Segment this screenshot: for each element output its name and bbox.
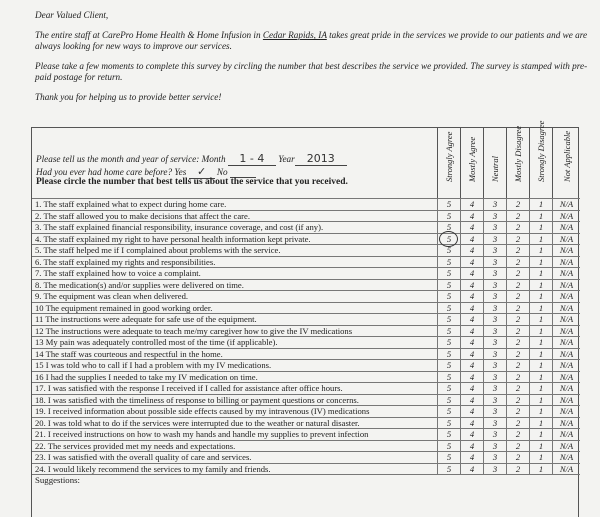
rating-option[interactable]: 5: [437, 280, 460, 292]
yes-checkmark[interactable]: ✓: [189, 165, 215, 179]
rating-option[interactable]: 4: [460, 234, 483, 246]
rating-option[interactable]: 2: [506, 199, 529, 211]
rating-option[interactable]: 4: [460, 441, 483, 453]
rating-option[interactable]: 2: [506, 337, 529, 349]
survey-item-row: [32, 325, 580, 337]
rating-option[interactable]: 1: [529, 429, 552, 441]
rating-option[interactable]: 2: [506, 303, 529, 315]
survey-item-row: [32, 394, 580, 406]
rating-option[interactable]: N/A: [552, 418, 580, 430]
rating-option[interactable]: N/A: [552, 349, 580, 361]
rating-option[interactable]: 2: [506, 372, 529, 384]
rating-option[interactable]: 5: [437, 337, 460, 349]
rating-option[interactable]: 2: [506, 383, 529, 395]
survey-item-row: [32, 256, 580, 268]
rating-option[interactable]: 2: [506, 464, 529, 476]
survey-item-row: [32, 221, 580, 233]
rating-option[interactable]: 1: [529, 383, 552, 395]
rating-option[interactable]: 5: [437, 257, 460, 269]
rating-option[interactable]: 3: [483, 360, 506, 372]
survey-item-row: [32, 313, 580, 325]
rating-option[interactable]: 5: [437, 406, 460, 418]
rating-option[interactable]: 5: [437, 222, 460, 234]
month-label: Month: [201, 154, 226, 164]
rating-option[interactable]: 1: [529, 337, 552, 349]
rating-option[interactable]: 5: [437, 360, 460, 372]
survey-item-text: 22. The services provided met my needs and expectations.: [35, 440, 236, 451]
rating-option[interactable]: N/A: [552, 383, 580, 395]
survey-item-row: [32, 267, 580, 279]
survey-item-text: 15 I was told who to call if I had a problem with my IV medications.: [35, 360, 272, 370]
rating-option[interactable]: 4: [460, 326, 483, 338]
rating-option[interactable]: 5: [437, 314, 460, 326]
rating-option[interactable]: 4: [460, 280, 483, 292]
rating-option[interactable]: 4: [460, 291, 483, 303]
column-header-label: Mostly Agree: [467, 136, 477, 182]
column-header-label: Neutral: [490, 156, 500, 182]
survey-item-text: 17. I was satisfied with the response I received if I called for assistance after office hours.: [35, 383, 343, 393]
rating-option[interactable]: N/A: [552, 199, 580, 211]
rating-option[interactable]: 2: [506, 257, 529, 269]
month-field[interactable]: 1 - 4: [228, 152, 276, 166]
rating-option[interactable]: 4: [460, 222, 483, 234]
rating-option[interactable]: 3: [483, 280, 506, 292]
month-year-line: [36, 152, 347, 166]
month-year-prompt: Please tell us the month and year of service:: [36, 154, 200, 164]
rating-option[interactable]: 5: [437, 464, 460, 476]
rating-option[interactable]: N/A: [552, 429, 580, 441]
rating-option[interactable]: 1: [529, 360, 552, 372]
survey-item-row: [32, 451, 580, 463]
rating-option[interactable]: 5: [437, 418, 460, 430]
survey-item-text: 10 The equipment remained in good working order.: [35, 302, 213, 313]
rating-option[interactable]: 1: [529, 452, 552, 464]
yes-label: Yes: [174, 167, 187, 177]
rating-option[interactable]: 3: [483, 418, 506, 430]
column-header-strongly-disagree: [529, 120, 552, 198]
survey-item-text: 3. The staff explained financial responsibility, insurance coverage, and cost (if any).: [35, 222, 324, 232]
rating-option[interactable]: 1: [529, 303, 552, 315]
survey-item-row: [32, 371, 580, 383]
rating-option[interactable]: N/A: [552, 280, 580, 292]
survey-item-row: [32, 359, 580, 371]
rating-option[interactable]: 4: [460, 464, 483, 476]
rating-option[interactable]: 2: [506, 314, 529, 326]
rating-option[interactable]: 3: [483, 234, 506, 246]
survey-item-row: [32, 244, 580, 256]
rating-option[interactable]: 2: [506, 234, 529, 246]
rating-option[interactable]: 4: [460, 349, 483, 361]
rating-option[interactable]: 5: [437, 372, 460, 384]
rating-option[interactable]: 5: [437, 303, 460, 315]
survey-item-row: [32, 348, 580, 360]
survey-item-row: [32, 279, 580, 291]
rating-option[interactable]: 2: [506, 268, 529, 280]
survey-item-text: 9. The equipment was clean when delivered.: [35, 291, 189, 301]
rating-option[interactable]: 4: [460, 211, 483, 223]
rating-option[interactable]: 3: [483, 406, 506, 418]
rating-option[interactable]: 3: [483, 268, 506, 280]
survey-item-row: [32, 440, 580, 452]
survey-item-row: [32, 382, 580, 394]
form-header: [32, 128, 437, 198]
rating-option[interactable]: 1: [529, 441, 552, 453]
rating-option[interactable]: N/A: [552, 452, 580, 464]
rating-option[interactable]: 2: [506, 360, 529, 372]
survey-item-text: 21. I received instructions on how to wash my hands and handle my supplies to prevent infection: [35, 429, 369, 439]
rating-option[interactable]: 3: [483, 222, 506, 234]
survey-item-text: 8. The medication(s) and/or supplies were delivered on time.: [35, 279, 244, 290]
rating-option[interactable]: N/A: [552, 222, 580, 234]
survey-item-text: 20. I was told what to do if the services were interrupted due to the weather or natural disaster.: [35, 417, 360, 428]
rating-option[interactable]: 3: [483, 452, 506, 464]
survey-item-text: 5. The staff helped me if I complained about problems with the service.: [35, 245, 281, 255]
rating-option[interactable]: N/A: [552, 211, 580, 223]
survey-item-row: [32, 336, 580, 348]
survey-item-text: 23. I was satisfied with the overall quality of care and services.: [35, 452, 252, 462]
rating-option[interactable]: N/A: [552, 291, 580, 303]
rating-option[interactable]: 2: [506, 452, 529, 464]
greeting: Dear Valued Client,: [35, 10, 109, 20]
column-header-label: Mostly Disagree: [513, 125, 523, 182]
rating-option[interactable]: N/A: [552, 441, 580, 453]
rating-option[interactable]: 5: [437, 234, 460, 246]
rating-option[interactable]: N/A: [552, 372, 580, 384]
intro-paragraph: [35, 30, 590, 52]
rating-option[interactable]: 3: [483, 464, 506, 476]
circle-instruction: Please circle the number that best tells us about the service that you received.: [36, 177, 348, 187]
rating-option[interactable]: 4: [460, 395, 483, 407]
rating-option[interactable]: 4: [460, 337, 483, 349]
survey-item-text: 18. I was satisfied with the timeliness of response to billing or payment questions or concerns.: [35, 394, 359, 405]
column-header-mostly-disagree: [506, 125, 529, 198]
survey-item-text: 4. The staff explained my right to have personal health information kept private.: [35, 233, 311, 244]
rating-option[interactable]: N/A: [552, 406, 580, 418]
rating-option[interactable]: 2: [506, 280, 529, 292]
rating-option[interactable]: N/A: [552, 326, 580, 338]
rating-option[interactable]: 5: [437, 452, 460, 464]
rating-option[interactable]: 2: [506, 291, 529, 303]
rating-option[interactable]: 5: [437, 245, 460, 257]
rating-option[interactable]: 1: [529, 268, 552, 280]
rating-option[interactable]: 4: [460, 257, 483, 269]
intro-text-1: The entire staff at CarePro Home Health & Home Infusion in: [35, 30, 263, 40]
rating-option[interactable]: 3: [483, 291, 506, 303]
rating-option[interactable]: N/A: [552, 314, 580, 326]
rating-option[interactable]: 3: [483, 372, 506, 384]
rating-option[interactable]: 3: [483, 211, 506, 223]
survey-item-row: [32, 428, 580, 440]
rating-option[interactable]: 4: [460, 383, 483, 395]
rating-option[interactable]: 3: [483, 337, 506, 349]
rating-option[interactable]: 3: [483, 383, 506, 395]
survey-item-row: [32, 210, 580, 222]
suggestions-label: Suggestions:: [35, 475, 80, 485]
survey-item-text: 16 I had the supplies I needed to take my IV medication on time.: [35, 371, 258, 382]
survey-item-text: 7. The staff explained how to voice a complaint.: [35, 268, 201, 278]
rating-option[interactable]: 3: [483, 303, 506, 315]
rating-option[interactable]: 3: [483, 441, 506, 453]
survey-item-text: 13 My pain was adequately controlled most of the time (if applicable).: [35, 337, 278, 347]
rating-option[interactable]: N/A: [552, 245, 580, 257]
rating-option[interactable]: N/A: [552, 395, 580, 407]
survey-item-text: 2. The staff allowed you to make decisions that affect the care.: [35, 210, 251, 221]
column-header-label: Strongly Disagree: [536, 120, 546, 182]
survey-item-row: [32, 290, 580, 302]
survey-form: [31, 120, 579, 517]
rating-option[interactable]: 5: [437, 268, 460, 280]
column-header-strongly-agree: [437, 128, 460, 198]
cover-letter: [35, 10, 590, 112]
rating-option[interactable]: 3: [483, 429, 506, 441]
handwritten-circle-mark: [439, 231, 458, 247]
rating-option[interactable]: 3: [483, 245, 506, 257]
rating-option[interactable]: 3: [483, 257, 506, 269]
rating-option[interactable]: 4: [460, 303, 483, 315]
rating-option[interactable]: 2: [506, 245, 529, 257]
survey-item-row: [32, 405, 580, 417]
rating-option[interactable]: 1: [529, 291, 552, 303]
survey-item-text: 6. The staff explained my rights and responsibilities.: [35, 256, 216, 267]
rating-option[interactable]: 1: [529, 257, 552, 269]
rating-option[interactable]: 4: [460, 245, 483, 257]
rating-option[interactable]: 5: [437, 211, 460, 223]
rating-option[interactable]: 3: [483, 199, 506, 211]
rating-option[interactable]: 1: [529, 199, 552, 211]
rating-option[interactable]: 4: [460, 372, 483, 384]
rating-option[interactable]: 1: [529, 234, 552, 246]
rating-option[interactable]: 5: [437, 441, 460, 453]
survey-item-row: [32, 463, 580, 475]
rating-option[interactable]: 1: [529, 314, 552, 326]
rating-option[interactable]: N/A: [552, 360, 580, 372]
rating-option[interactable]: 1: [529, 395, 552, 407]
rating-option[interactable]: 1: [529, 211, 552, 223]
survey-item-row: [32, 302, 580, 314]
rating-option[interactable]: 4: [460, 452, 483, 464]
year-field[interactable]: 2013: [295, 152, 347, 166]
survey-item-row: [32, 233, 580, 245]
suggestions-row[interactable]: [32, 474, 580, 514]
survey-item-text: 12 The instructions were adequate to teach me/my caregiver how to give the IV medications: [35, 325, 353, 336]
column-header-not-applicable: [552, 128, 580, 198]
rating-option[interactable]: 5: [437, 349, 460, 361]
rating-option[interactable]: 1: [529, 280, 552, 292]
rating-option[interactable]: 5: [437, 199, 460, 211]
rating-option[interactable]: 2: [506, 222, 529, 234]
rating-option[interactable]: 3: [483, 314, 506, 326]
year-label: Year: [278, 154, 295, 164]
rating-option[interactable]: 1: [529, 245, 552, 257]
city-name: Cedar Rapids, IA: [262, 30, 327, 40]
survey-item-text: 1. The staff explained what to expect during home care.: [35, 199, 227, 209]
rating-option[interactable]: 4: [460, 199, 483, 211]
rating-option[interactable]: 2: [506, 429, 529, 441]
rating-option[interactable]: 4: [460, 268, 483, 280]
rating-option[interactable]: 1: [529, 372, 552, 384]
rating-option[interactable]: 2: [506, 441, 529, 453]
rating-option[interactable]: N/A: [552, 303, 580, 315]
rating-option[interactable]: N/A: [552, 257, 580, 269]
rating-option[interactable]: 5: [437, 395, 460, 407]
rating-option[interactable]: N/A: [552, 268, 580, 280]
rating-option[interactable]: 4: [460, 406, 483, 418]
rating-option[interactable]: 2: [506, 326, 529, 338]
rating-option[interactable]: 1: [529, 406, 552, 418]
survey-item-row: [32, 417, 580, 429]
rating-option[interactable]: 3: [483, 326, 506, 338]
survey-item-text: 14 The staff was courteous and respectful in the home.: [35, 348, 223, 359]
rating-option[interactable]: 5: [437, 291, 460, 303]
column-header-label: Strongly Agree: [444, 131, 454, 182]
rating-option[interactable]: 5: [437, 429, 460, 441]
rating-option[interactable]: 1: [529, 349, 552, 361]
rating-option[interactable]: 3: [483, 349, 506, 361]
survey-item-row: [32, 198, 580, 210]
instructions-paragraph: Please take a few moments to complete this survey by circling the number that best describes the service we provided. The survey is stamped with pre-paid postage for return.: [35, 61, 588, 82]
intro-text-2: takes great pride in the services we provide to our patients and we are always looking for new ways to improve our services.: [35, 30, 588, 51]
prior-care-prompt: Had you ever had home care before?: [36, 167, 173, 177]
column-header-mostly-agree: [460, 128, 483, 198]
rating-option[interactable]: 3: [483, 395, 506, 407]
survey-item-text: 11 The instructions were adequate for safe use of the equipment.: [35, 314, 257, 324]
thank-you-paragraph: Thank you for helping us to provide better service!: [35, 92, 222, 102]
survey-item-text: 19. I received information about possible side effects caused by my intravenous (IV) medications: [35, 406, 370, 416]
rating-option[interactable]: 2: [506, 349, 529, 361]
rating-option[interactable]: 2: [506, 395, 529, 407]
no-label: No: [216, 167, 228, 177]
rating-option[interactable]: N/A: [552, 464, 580, 476]
column-header-neutral: [483, 128, 506, 198]
rating-option[interactable]: N/A: [552, 234, 580, 246]
rating-option[interactable]: 1: [529, 464, 552, 476]
rating-option[interactable]: 4: [460, 429, 483, 441]
rating-option[interactable]: N/A: [552, 337, 580, 349]
rating-option[interactable]: 2: [506, 406, 529, 418]
rating-option[interactable]: 1: [529, 326, 552, 338]
rating-option[interactable]: 1: [529, 418, 552, 430]
rating-option[interactable]: 5: [437, 383, 460, 395]
rating-option[interactable]: 5: [437, 326, 460, 338]
column-header-label: Not Applicable: [561, 130, 572, 182]
rating-option[interactable]: 4: [460, 314, 483, 326]
rating-option[interactable]: 1: [529, 222, 552, 234]
rating-option[interactable]: 2: [506, 418, 529, 430]
rating-option[interactable]: 2: [506, 211, 529, 223]
rating-option[interactable]: 4: [460, 418, 483, 430]
survey-item-text: 24. I would likely recommend the services to my family and friends.: [35, 463, 271, 474]
rating-option[interactable]: 4: [460, 360, 483, 372]
